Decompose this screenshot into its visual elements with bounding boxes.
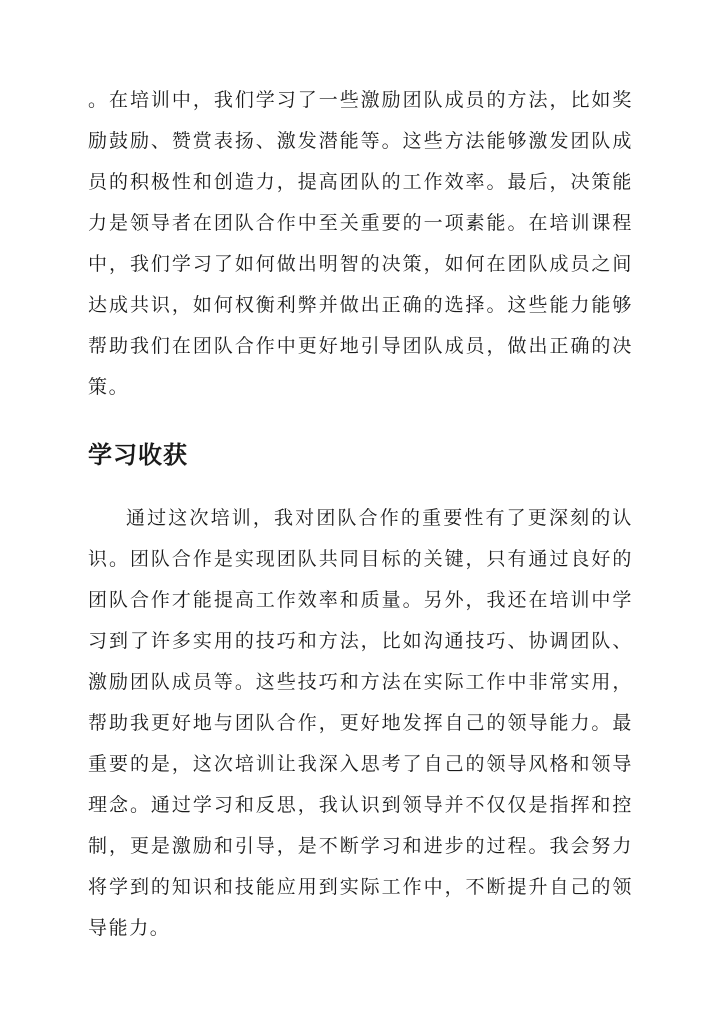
body-paragraph-continued: 。在培训中，我们学习了一些激励团队成员的方法，比如奖励鼓励、赞赏表扬、激发潜能等。这些方法能够激发团队成员的积极性和创造力，提高团队的工作效率。最后，决策能力是领导者在团队合作中至关重要的一项素能。在培训课程中，我们学习了如何做出明智的决策，如何在团队成员之间达成共识，如何权衡利弊并做出正确的选择。这些能力能够帮助我们在团队合作中更好地引导团队成员，做出正确的决策。 — [88, 89, 633, 398]
body-paragraph: 通过这次培训，我对团队合作的重要性有了更深刻的认识。团队合作是实现团队共同目标的关键，只有通过良好的团队合作才能提高工作效率和质量。另外，我还在培训中学习到了许多实用的技巧和方法，比如沟通技巧、协调团队、激励团队成员等。这些技巧和方法在实际工作中非常实用，帮助我更好地与团队合作，更好地发挥自己的领导能力。最重要的是，这次培训让我深入思考了自己的领导风格和领导理念。通过学习和反思，我认识到领导并不仅仅是指挥和控制，更是激励和引导，是不断学习和进步的过程。我会努力将学到的知识和技能应用到实际工作中，不断提升自己的领导能力。 — [88, 507, 633, 939]
document-page — [88, 80, 633, 949]
section-heading: 学习收获 — [88, 441, 188, 469]
